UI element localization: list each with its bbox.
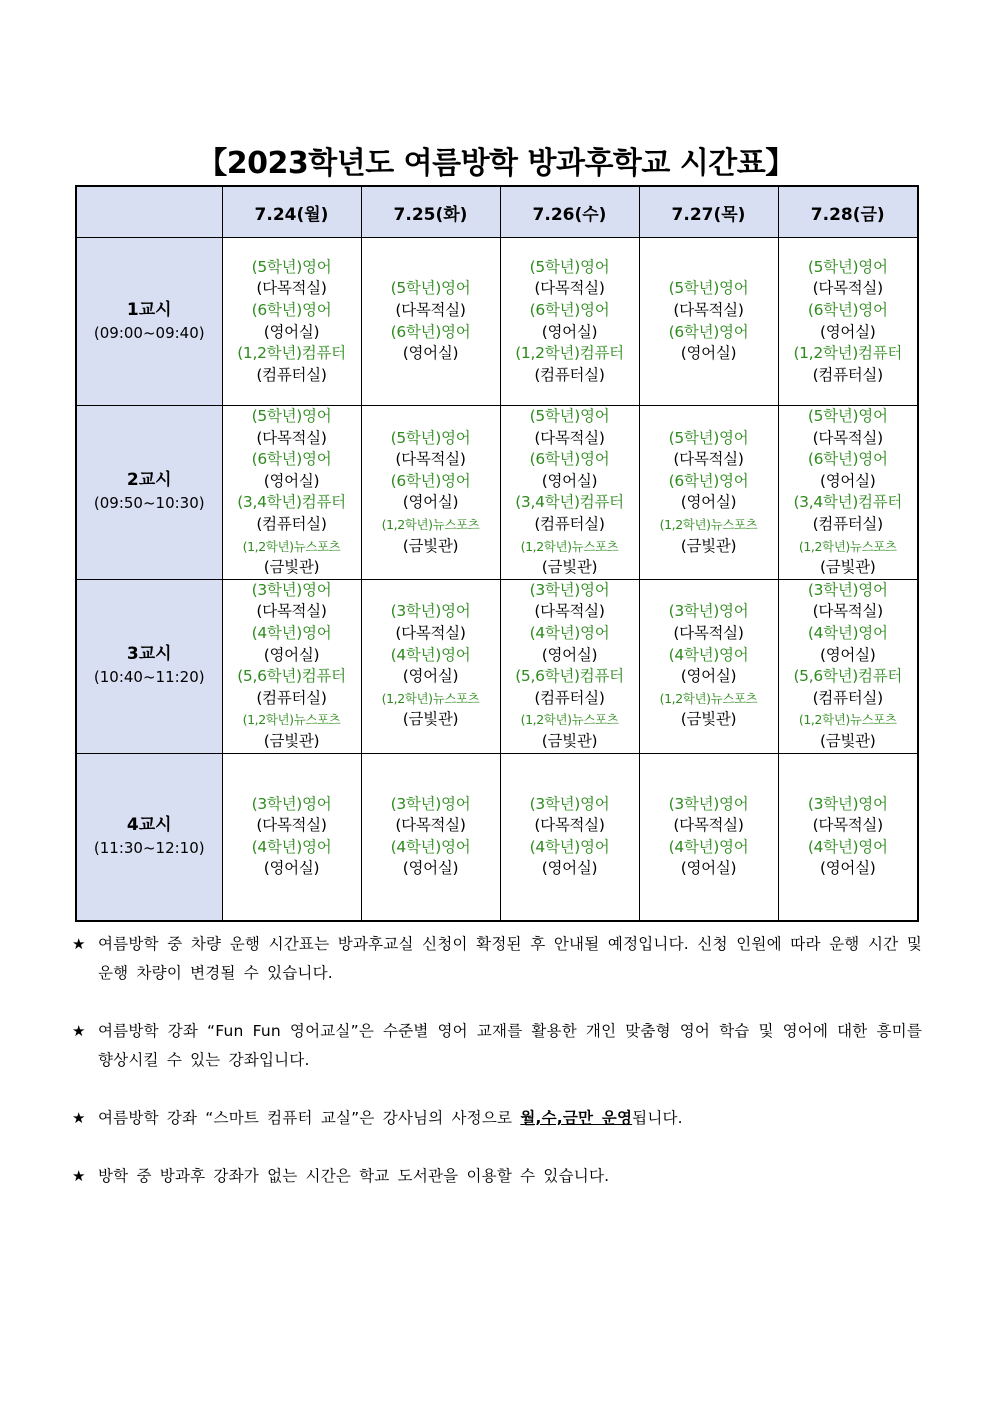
class-list: [779, 257, 918, 387]
room-label: (다목적실): [534, 428, 605, 447]
room-label: (다목적실): [395, 623, 466, 642]
class-label: (4학년)영어: [390, 837, 471, 856]
class-label: (1,2학년)뉴스포츠: [520, 712, 619, 728]
room-label: (금빛관): [819, 558, 876, 577]
note-text: 여름방학 강좌 “Fun Fun 영어교실”은 수준별 영어 교재를 활용한 개인 맞춤형 영어 학습 및 영어에 대한 흥미를 향상시킬 수 있는 강좌입니다.: [98, 1022, 922, 1069]
schedule-cell: [361, 238, 500, 406]
room-label: (컴퓨터실): [812, 514, 883, 533]
class-label: (5학년)영어: [251, 407, 332, 425]
class-label: (6학년)영어: [390, 471, 471, 490]
class-label: (1,2학년)뉴스포츠: [381, 690, 480, 706]
class-label: (1,2학년)뉴스포츠: [520, 538, 619, 554]
class-label: (1,2학년)컴퓨터: [793, 344, 903, 363]
room-label: (영어실): [402, 859, 459, 878]
class-label: (6학년)영어: [251, 450, 332, 469]
class-label: (3학년)영어: [668, 602, 749, 621]
class-label: (5,6학년)컴퓨터: [237, 667, 346, 686]
class-list: [362, 794, 500, 880]
room-label: (다목적실): [673, 623, 744, 642]
class-label: (6학년)영어: [807, 450, 888, 469]
room-label: (영어실): [263, 471, 320, 490]
room-label: (금빛관): [402, 536, 459, 555]
room-label: (영어실): [819, 322, 876, 341]
schedule-cell: [361, 753, 500, 921]
room-label: (다목적실): [812, 279, 883, 298]
class-label: (5학년)영어: [807, 257, 888, 276]
room-label: (컴퓨터실): [534, 688, 605, 707]
schedule-cell: [639, 406, 778, 580]
star-icon: ★: [72, 1167, 86, 1185]
room-label: (영어실): [263, 859, 320, 878]
timetable: [75, 185, 919, 922]
room-label: (영어실): [402, 344, 459, 363]
period-cell: [76, 238, 222, 406]
class-label: (4학년)영어: [390, 645, 471, 664]
class-label: (3,4학년)컴퓨터: [515, 493, 624, 512]
class-label: (6학년)영어: [390, 322, 471, 341]
schedule-cell: [778, 753, 918, 921]
class-label: (3학년)영어: [390, 794, 471, 813]
class-list: [779, 580, 918, 753]
class-label: (4학년)영어: [668, 645, 749, 664]
schedule-cell: [222, 579, 361, 753]
class-label: (3학년)영어: [529, 794, 610, 813]
room-label: (다목적실): [534, 279, 605, 298]
room-label: (영어실): [541, 471, 598, 490]
class-label: (4학년)영어: [807, 837, 888, 856]
class-label: (1,2학년)뉴스포츠: [242, 712, 341, 728]
room-label: (금빛관): [819, 731, 876, 750]
class-label: (3학년)영어: [668, 794, 749, 813]
period-cell: [76, 753, 222, 921]
schedule-cell: [361, 406, 500, 580]
class-label: (5,6학년)컴퓨터: [793, 667, 903, 686]
note-text-part: 여름방학 강좌 “스마트 컴퓨터 교실”은 강사님의 사정으로: [98, 1109, 521, 1127]
room-label: (금빛관): [680, 536, 737, 555]
room-label: (영어실): [541, 645, 598, 664]
class-label: (6학년)영어: [529, 450, 610, 469]
class-list: [779, 794, 918, 880]
class-label: (6학년)영어: [529, 300, 610, 319]
note-text: [98, 1104, 922, 1133]
class-list: [362, 601, 500, 731]
schedule-cell: [222, 753, 361, 921]
class-label: (5학년)영어: [807, 407, 888, 425]
schedule-cell: [639, 238, 778, 406]
note-emphasis: 월,수,금만 운영: [520, 1109, 633, 1127]
room-label: (금빛관): [402, 710, 459, 729]
class-label: (3학년)영어: [807, 580, 888, 599]
class-list: [362, 278, 500, 364]
room-label: (다목적실): [256, 428, 327, 447]
room-label: (금빛관): [263, 731, 320, 750]
class-label: (6학년)영어: [668, 471, 749, 490]
class-list: [779, 406, 918, 579]
room-label: (영어실): [541, 859, 598, 878]
schedule-cell: [500, 579, 639, 753]
room-label: (영어실): [680, 859, 737, 878]
period-name: 3교시: [126, 644, 172, 665]
room-label: (다목적실): [395, 300, 466, 319]
room-label: (다목적실): [256, 602, 327, 621]
class-list: [223, 406, 361, 579]
class-list: [362, 428, 500, 558]
room-label: (컴퓨터실): [256, 365, 327, 384]
class-list: [223, 580, 361, 753]
class-label: (3학년)영어: [529, 580, 610, 599]
class-label: (4학년)영어: [251, 623, 332, 642]
class-label: (4학년)영어: [529, 623, 610, 642]
star-icon: ★: [72, 935, 86, 953]
class-label: (3학년)영어: [807, 794, 888, 813]
class-label: (6학년)영어: [668, 322, 749, 341]
room-label: (금빛관): [541, 558, 598, 577]
period-time: (09:00~09:40): [93, 323, 205, 342]
room-label: (영어실): [819, 471, 876, 490]
class-label: (5학년)영어: [529, 407, 610, 425]
schedule-cell: [639, 579, 778, 753]
class-label: (5학년)영어: [390, 279, 471, 298]
period-cell: [76, 406, 222, 580]
room-label: (다목적실): [812, 428, 883, 447]
class-label: (3학년)영어: [251, 580, 332, 599]
room-label: (영어실): [680, 667, 737, 686]
room-label: (다목적실): [673, 816, 744, 835]
class-label: (4학년)영어: [807, 623, 888, 642]
room-label: (금빛관): [680, 710, 737, 729]
corner-cell: [76, 186, 222, 238]
day-header: 7.28(금): [778, 186, 918, 238]
period-row: [76, 238, 918, 406]
room-label: (다목적실): [256, 279, 327, 298]
class-list: [640, 794, 778, 880]
period-row: [76, 406, 918, 580]
period-time: (11:30~12:10): [93, 838, 205, 857]
room-label: (컴퓨터실): [534, 514, 605, 533]
class-list: [223, 794, 361, 880]
class-label: (1,2학년)뉴스포츠: [659, 516, 758, 532]
schedule-cell: [361, 579, 500, 753]
schedule-cell: [778, 579, 918, 753]
class-label: (4학년)영어: [529, 837, 610, 856]
schedule-cell: [778, 238, 918, 406]
star-icon: ★: [72, 1109, 86, 1127]
room-label: (다목적실): [812, 602, 883, 621]
class-label: (3학년)영어: [251, 794, 332, 813]
schedule-cell: [778, 406, 918, 580]
period-name: 1교시: [126, 299, 172, 320]
class-label: (5학년)영어: [668, 428, 749, 447]
room-label: (금빛관): [263, 558, 320, 577]
class-label: (1,2학년)뉴스포츠: [381, 516, 480, 532]
class-label: (5,6학년)컴퓨터: [515, 667, 624, 686]
notes-section: [72, 930, 922, 1220]
room-label: (영어실): [402, 493, 459, 512]
room-label: (다목적실): [395, 816, 466, 835]
class-list: [640, 601, 778, 731]
room-label: (다목적실): [534, 602, 605, 621]
period-name: 4교시: [126, 814, 172, 835]
day-header: 7.26(수): [500, 186, 639, 238]
class-label: (3,4학년)컴퓨터: [237, 493, 346, 512]
period-cell: [76, 579, 222, 753]
class-list: [223, 257, 361, 387]
note-text: 여름방학 중 차량 운행 시간표는 방과후교실 신청이 확정된 후 안내될 예정입니다. 신청 인원에 따라 운행 시간 및 운행 차량이 변경될 수 있습니다.: [98, 935, 922, 982]
period-time: (10:40~11:20): [93, 668, 205, 687]
room-label: (다목적실): [673, 450, 744, 469]
note-text: 방학 중 방과후 강좌가 없는 시간은 학교 도서관을 이용할 수 있습니다.: [98, 1167, 610, 1185]
class-label: (5학년)영어: [529, 257, 610, 276]
room-label: (다목적실): [395, 450, 466, 469]
class-list: [501, 257, 639, 387]
class-label: (4학년)영어: [251, 837, 332, 856]
class-label: (5학년)영어: [390, 428, 471, 447]
room-label: (컴퓨터실): [256, 514, 327, 533]
period-row: [76, 579, 918, 753]
header-row: [76, 186, 918, 238]
schedule-cell: [500, 406, 639, 580]
schedule-cell: [639, 753, 778, 921]
room-label: (컴퓨터실): [812, 365, 883, 384]
class-label: (1,2학년)컴퓨터: [515, 344, 624, 363]
period-time: (09:50~10:30): [93, 494, 205, 513]
class-label: (1,2학년)컴퓨터: [237, 344, 346, 363]
class-label: (5학년)영어: [668, 279, 749, 298]
class-label: (5학년)영어: [251, 257, 332, 276]
class-label: (6학년)영어: [251, 300, 332, 319]
note-item: [72, 930, 922, 988]
note-item: [72, 1104, 922, 1133]
schedule-cell: [500, 753, 639, 921]
period-name: 2교시: [126, 470, 172, 491]
page-title: 【2023학년도 여름방학 방과후학교 시간표】: [197, 146, 795, 181]
note-text-part: 됩니다.: [632, 1109, 683, 1127]
class-label: (1,2학년)뉴스포츠: [798, 538, 897, 554]
room-label: (영어실): [541, 322, 598, 341]
class-list: [501, 794, 639, 880]
note-item: [72, 1162, 922, 1191]
class-list: [640, 278, 778, 364]
star-icon: ★: [72, 1022, 86, 1040]
room-label: (영어실): [819, 645, 876, 664]
class-label: (4학년)영어: [668, 837, 749, 856]
schedule-cell: [222, 406, 361, 580]
class-label: (1,2학년)뉴스포츠: [659, 690, 758, 706]
class-label: (6학년)영어: [807, 300, 888, 319]
class-list: [501, 580, 639, 753]
note-item: [72, 1017, 922, 1075]
room-label: (다목적실): [673, 300, 744, 319]
room-label: (영어실): [263, 322, 320, 341]
schedule-cell: [222, 238, 361, 406]
room-label: (컴퓨터실): [812, 688, 883, 707]
class-label: (1,2학년)뉴스포츠: [798, 712, 897, 728]
room-label: (컴퓨터실): [534, 365, 605, 384]
room-label: (영어실): [680, 344, 737, 363]
room-label: (영어실): [402, 667, 459, 686]
room-label: (영어실): [819, 859, 876, 878]
room-label: (영어실): [680, 493, 737, 512]
room-label: (다목적실): [812, 816, 883, 835]
class-list: [501, 406, 639, 579]
room-label: (영어실): [263, 645, 320, 664]
class-label: (3학년)영어: [390, 602, 471, 621]
room-label: (다목적실): [256, 816, 327, 835]
class-list: [640, 428, 778, 558]
day-header: 7.25(화): [361, 186, 500, 238]
room-label: (다목적실): [534, 816, 605, 835]
room-label: (컴퓨터실): [256, 688, 327, 707]
class-label: (1,2학년)뉴스포츠: [242, 538, 341, 554]
day-header: 7.27(목): [639, 186, 778, 238]
period-row: [76, 753, 918, 921]
schedule-cell: [500, 238, 639, 406]
room-label: (금빛관): [541, 731, 598, 750]
day-header: 7.24(월): [222, 186, 361, 238]
class-label: (3,4학년)컴퓨터: [793, 493, 903, 512]
